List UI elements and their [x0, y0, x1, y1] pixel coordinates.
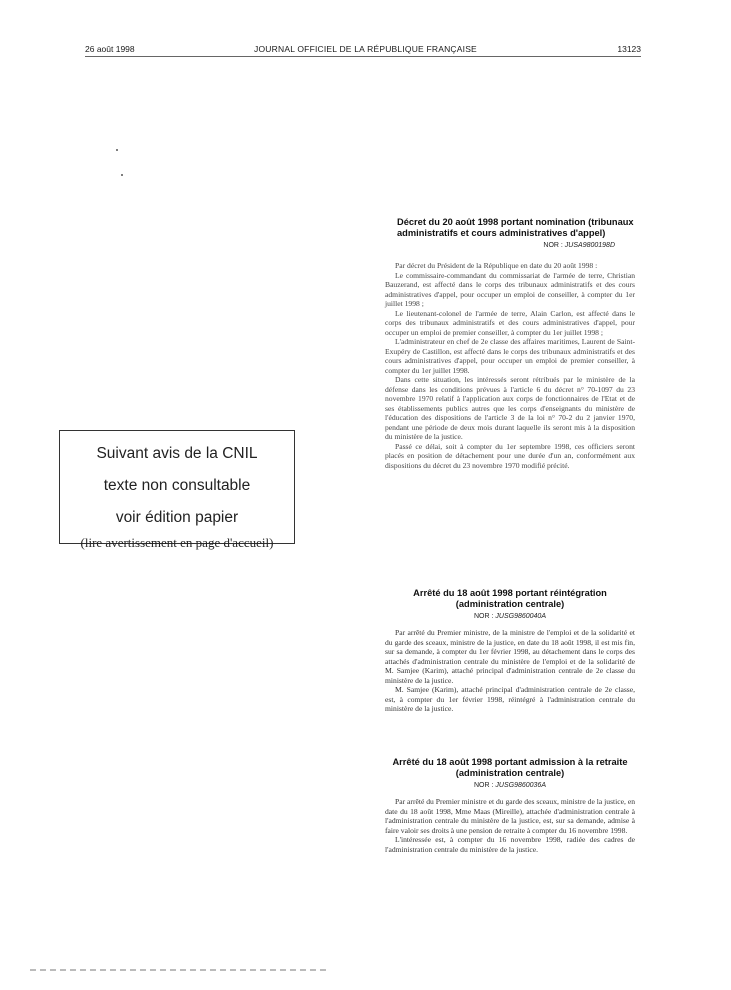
article-paragraph: Par arrêté du Premier ministre et du garde des sceaux, ministre de la justice, en date du 18 août 1998, Mme Maas (Mireille), attachée d'administration centrale à l'administration centrale du ministère de la justice, est, sur sa demande, admise à faire valoir ses droits à une pension de retraite à compter du 16 novembre 1998. [385, 797, 635, 835]
article-body [385, 261, 635, 470]
footer-scan-artifact [30, 969, 330, 971]
article-paragraph: M. Samjee (Karim), attaché principal d'administration centrale de 2e classe, est, à compter du 1er février 1998, réintégré à l'administration centrale du ministère de la justice. [385, 685, 635, 713]
page-header [0, 44, 731, 60]
nor-code: JUSG9860040A [495, 613, 546, 620]
nor-label: NOR : [474, 782, 494, 789]
article-paragraph: L'administrateur en chef de 2e classe des affaires maritimes, Laurent de Saint-Exupéry de Castillon, est affecté dans le corps des tribunaux administratifs et des cours administratives d'appel, pour occuper un emploi de premier conseiller, à compter du 1er juillet 1998. [385, 337, 635, 375]
journal-title: JOURNAL OFFICIEL DE LA RÉPUBLIQUE FRANÇAISE [254, 44, 477, 54]
nor-code: JUSA9800198D [564, 242, 615, 249]
header-rule [85, 56, 641, 57]
cnil-notice-note: (lire avertissement en page d'accueil) [80, 535, 274, 550]
header-date: 26 août 1998 [85, 44, 135, 54]
cnil-notice-box [59, 430, 295, 550]
article-arrete-reintegration [385, 588, 635, 714]
page-number: 13123 [617, 44, 641, 54]
nor-code: JUSG9860036A [495, 782, 546, 789]
nor-label: NOR : [474, 613, 494, 620]
article-paragraph: Dans cette situation, les intéressés seront rétribués par le ministère de la défense dans les conditions prévues à l'article 6 du décret n° 70-1097 du 23 novembre 1970 relatif à l'application aux corps de fonctionnaires de l'Etat et de ses établissements publics autres que les corps d'enseignants du ministère de l'éducation des dispositions de l'article 3 de la loi n° 70-2 du 2 janvier 1970, pendant une période de deux mois durant laquelle ils seront mis à la disposition du ministère de la justice. [385, 375, 635, 441]
cnil-notice-line3: voir édition papier [115, 509, 239, 526]
article-paragraph: L'intéressée est, à compter du 16 novembre 1998, radiée des cadres de l'administration centrale du ministère de la justice. [385, 835, 635, 854]
article-nor [385, 782, 635, 789]
nor-label: NOR : [543, 242, 563, 249]
article-nor [385, 242, 635, 249]
article-paragraph: Le lieutenant-colonel de l'armée de terre, Alain Carlon, est affecté dans le corps des tribunaux administratifs et des cours administratives d'appel, pour occuper un emploi de premier conseiller, à compter du 1er juillet 1998 ; [385, 308, 635, 337]
article-body [385, 628, 635, 714]
article-paragraph: Le commissaire-commandant du commissariat de l'armée de terre, Christian Bauzerand, est affecté dans le corps des tribunaux administratifs et des cours administratives d'appel, pour occuper un emploi de conseiller, à compter du 1er juillet 1998 ; [385, 270, 635, 308]
article-arrete-retraite [385, 757, 635, 854]
scan-speck [116, 149, 118, 151]
scan-speck [121, 174, 123, 176]
article-title: Arrêté du 18 août 1998 portant admission à la retraite (administration centrale) [392, 757, 628, 778]
cnil-notice-line2: texte non consultable [103, 477, 251, 494]
article-nor [385, 613, 635, 620]
article-paragraph: Par décret du Président de la République en date du 20 août 1998 : [395, 261, 598, 270]
article-paragraph: Passé ce délai, soit à compter du 1er septembre 1998, ces officiers seront placés en position de détachement pour une durée d'un an, conformément aux dispositions du décret du 23 novembre 1970 modifié précité. [385, 441, 635, 470]
article-body [385, 797, 635, 854]
article-paragraph: Par arrêté du Premier ministre, de la ministre de l'emploi et de la solidarité et du garde des sceaux, ministre de la justice, en date du 18 août 1998, il est mis fin, sur sa demande, à compter du 1er février 1998, au détachement dans le corps des attachés d'administration centrale du ministère de l'emploi et de la solidarité de M. Samjee (Karim), attaché principal d'administration centrale de 2e classe du ministère de la justice. [385, 628, 635, 685]
article-decret-nomination [385, 217, 635, 470]
article-title: Arrêté du 18 août 1998 portant réintégration (administration centrale) [413, 588, 607, 609]
article-title: Décret du 20 août 1998 portant nomination (tribunaux administratifs et cours administratives d'appel) [397, 217, 634, 238]
cnil-notice-line1: Suivant avis de la CNIL [96, 445, 258, 462]
